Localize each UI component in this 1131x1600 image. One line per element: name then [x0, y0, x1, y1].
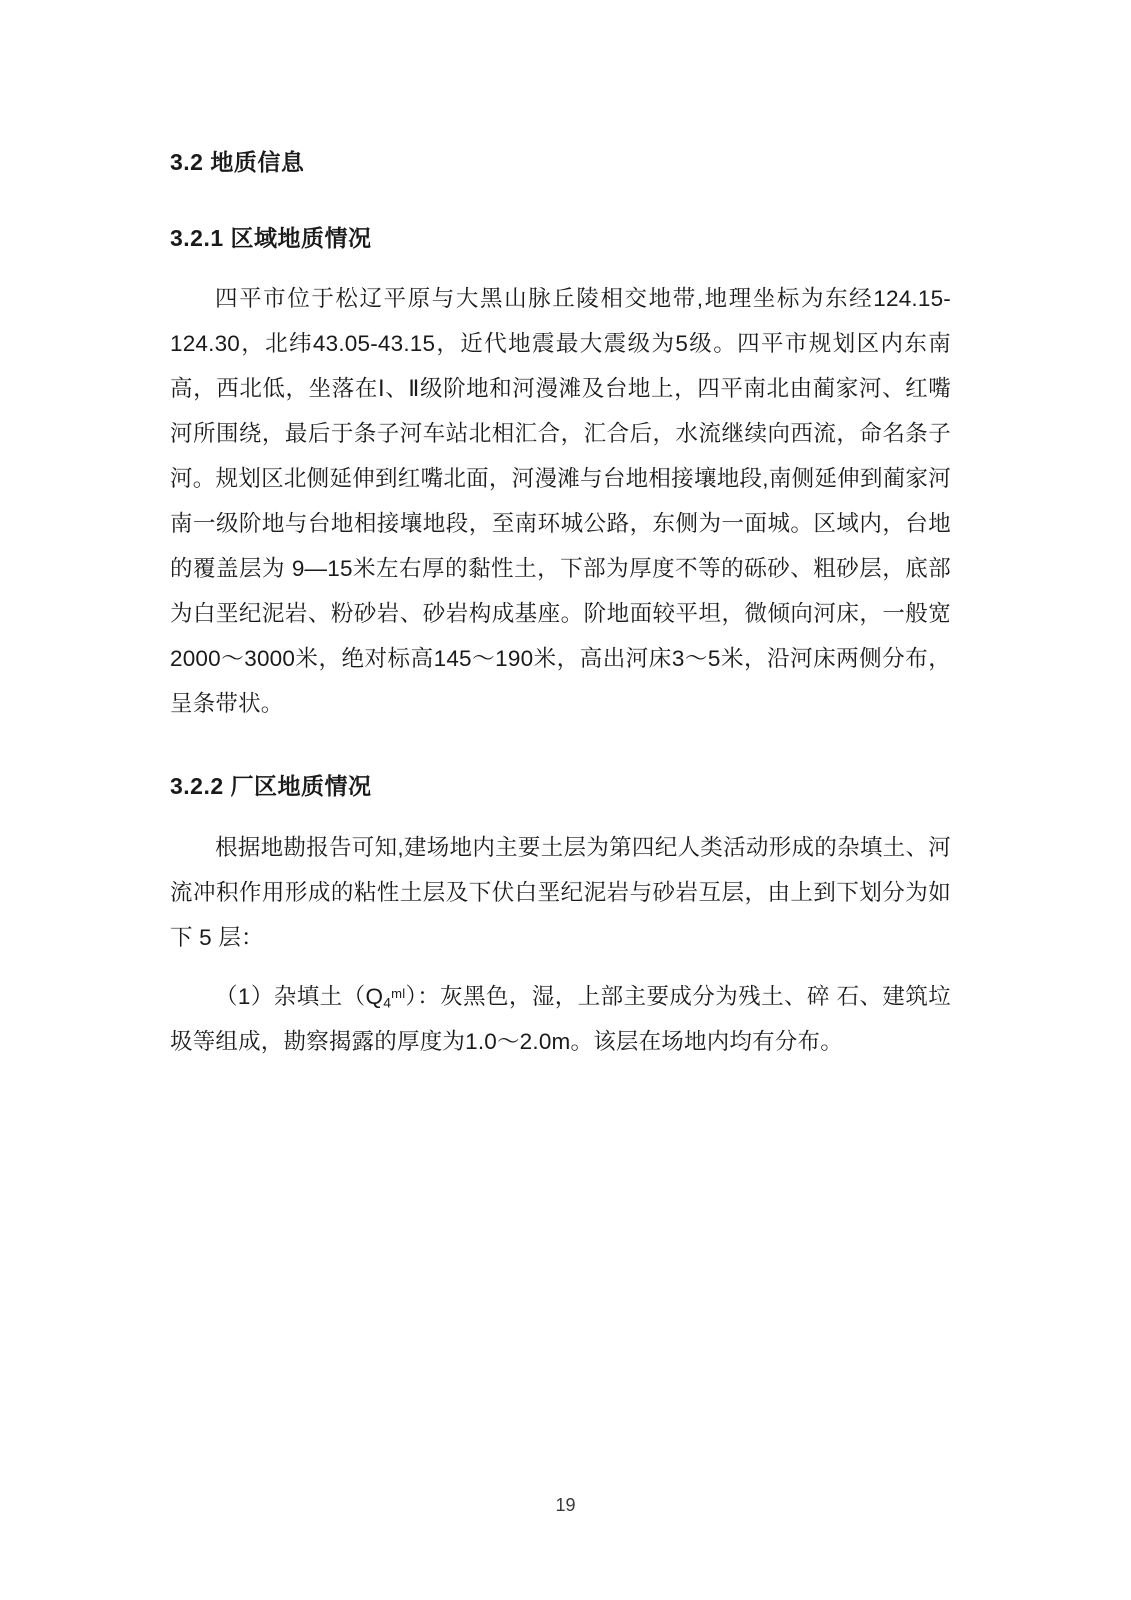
heading-section-3-2: 3.2 地质信息: [170, 149, 305, 175]
paragraph-regional-geology: 四平市位于松辽平原与大黑山脉丘陵相交地带,地理坐标为东经124.15-124.30，北纬43.05-43.15，近代地震最大震级为5级。四平市规划区内东南高，西北低，坐落在Ⅰ、Ⅱ级阶地和河漫滩及台地上，四平南北由蔺家河、红嘴河所围绕，最后于条子河车站北相汇合，汇合后，水流继续向西流，命名条子河。规划区北侧延伸到红嘴北面，河漫滩与台地相接壤地段,南侧延伸到蔺家河南一级阶地与台地相接壤地段，至南环城公路，东侧为一面城。区域内，台地的覆盖层为 9—15米左右厚的黏性土，下部为厚度不等的砾砂、粗砂层，底部为白垩纪泥岩、粉砂岩、砂岩构成基座。阶地面较平坦，微倾向河床，一般宽2000～3000米，绝对标高145～190米，高出河床3～5米，沿河床两侧分布，呈条带状。: [170, 286, 951, 717]
layer-1-prefix: （1）杂填土（Q: [215, 983, 384, 1009]
paragraph-plant-geology: 根据地勘报告可知,建场地内主要土层为第四纪人类活动形成的杂填土、河流冲积作用形成的粘性土层及下伏白垩纪泥岩与砂岩互层，由上到下划分为如下 5 层：: [170, 834, 951, 950]
heading-section-3-2-2: 3.2.2 厂区地质情况: [170, 773, 372, 800]
layer-1-suffix: ）：灰黑色，湿，上部主要成分为残土、碎 石、建筑垃圾等组成，勘察揭露的厚度为1.0～2.0m。该层在场地内均有分布。: [170, 983, 951, 1054]
layer-1-subscript: 4: [383, 994, 392, 1011]
paragraph-layer-1: [170, 974, 951, 1064]
page-number: 19: [555, 1495, 576, 1515]
heading-section-3-2-1: 3.2.1 区域地质情况: [170, 225, 372, 252]
layer-1-superscript: ml: [391, 985, 406, 1001]
